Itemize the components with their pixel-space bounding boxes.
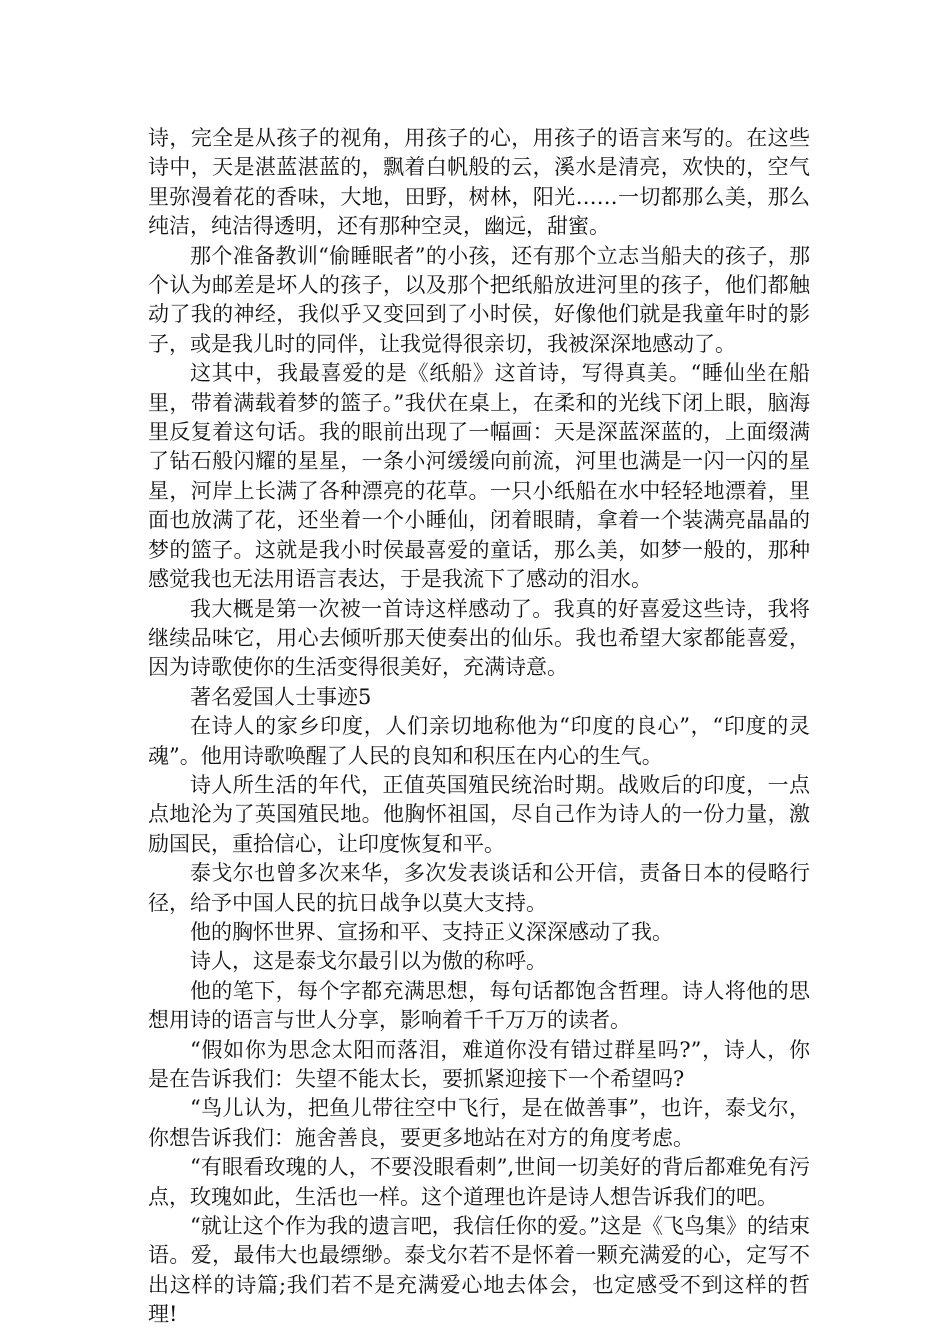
paragraph-1: 诗，完全是从孩子的视角，用孩子的心，用孩子的语言来写的。在这些诗中，天是湛蓝湛蓝的，飘着白帆般的云，溪水是清亮，欢快的，空气里弥漫着花的香味，大地，田野，树林，阳光……一切都那么美，那么纯洁，纯洁得透明，还有那种空灵，幽远，甜蜜。	[148, 126, 810, 239]
paragraph-3: 这其中，我最喜爱的是《纸船》这首诗，写得真美。“睡仙坐在船里，带着满载着梦的篮子。”我伏在桌上，在柔和的光线下闭上眼，脑海里反复着这句话。我的眼前出现了一幅画：天是深蓝深蓝的，上面缀满了钻石般闪耀的星星，一条小河缓缓向前流，河里也满是一闪一闪的星星，河岸上长满了各种漂亮的花草。一只小纸船在水中轻轻地漂着，里面也放满了花，还坐着一个小睡仙，闭着眼睛，拿着一个装满亮晶晶的梦的篮子。这就是我小时侯最喜爱的童话，那么美，如梦一般的，那种感觉我也无法用语言表达，于是我流下了感动的泪水。	[148, 361, 810, 592]
section-paragraph-7: “假如你为思念太阳而落泪，难道你没有错过群星吗?”，诗人，你是在告诉我们：失望不能太长，要抓紧迎接下一个希望吗?	[148, 1037, 810, 1091]
section-paragraph-3: 泰戈尔也曾多次来华，多次发表谈话和公开信，责备日本的侵略行径，给予中国人民的抗日战争以莫大支持。	[148, 861, 810, 915]
section-paragraph-4: 他的胸怀世界、宣扬和平、支持正义深深感动了我。	[190, 919, 673, 944]
section-heading: 著名爱国人士事迹5	[190, 684, 372, 709]
section-paragraph-6: 他的笔下，每个字都充满思想，每句话都饱含哲理。诗人将他的思想用诗的语言与世人分享，影响着千千万万的读者。	[148, 978, 810, 1033]
section-paragraph-1: 在诗人的家乡印度，人们亲切地称他为“印度的良心”，“印度的灵魂”。他用诗歌唤醒了人民的良知和积压在内心的生气。	[148, 714, 810, 768]
section-paragraph-2: 诗人所生活的年代，正值英国殖民统治时期。战败后的印度，一点点地沦为了英国殖民地。他胸怀祖国，尽自己作为诗人的一份力量，激励国民，重拾信心，让印度恢复和平。	[148, 772, 810, 856]
paragraph-4: 我大概是第一次被一首诗这样感动了。我真的好喜爱这些诗，我将继续品味它，用心去倾听那天使奏出的仙乐。我也希望大家都能喜爱，因为诗歌使你的生活变得很美好，充满诗意。	[148, 596, 810, 680]
section-paragraph-8: “鸟儿认为，把鱼儿带往空中飞行，是在做善事”，也许，泰戈尔，你想告诉我们：施舍善良，要更多地站在对方的角度考虑。	[148, 1096, 810, 1150]
section-paragraph-10: “就让这个作为我的遗言吧，我信任你的爱。”这是《飞鸟集》的结束语。爱，最伟大也最缥缈。泰戈尔若不是怀着一颗充满爱的心，定写不出这样的诗篇;我们若不是充满爱心地去体会，也定感受不到这样的哲理!	[148, 1214, 810, 1327]
section-paragraph-5: 诗人，这是泰戈尔最引以为傲的称呼。	[190, 949, 547, 974]
document-page	[148, 124, 810, 1330]
paragraph-2: 那个准备教训“偷睡眠者”的小孩，还有那个立志当船夫的孩子，那个认为邮差是坏人的孩子，以及那个把纸船放进河里的孩子，他们都触动了我的神经，我似乎又变回到了小时侯，好像他们就是我童年时的影子，或是我儿时的同伴，让我觉得很亲切，我被深深地感动了。	[148, 243, 810, 356]
section-paragraph-9: “有眼看玫瑰的人，不要没眼看刺”,世间一切美好的背后都难免有污点，玫瑰如此，生活也一样。这个道理也许是诗人想告诉我们的吧。	[148, 1155, 810, 1209]
